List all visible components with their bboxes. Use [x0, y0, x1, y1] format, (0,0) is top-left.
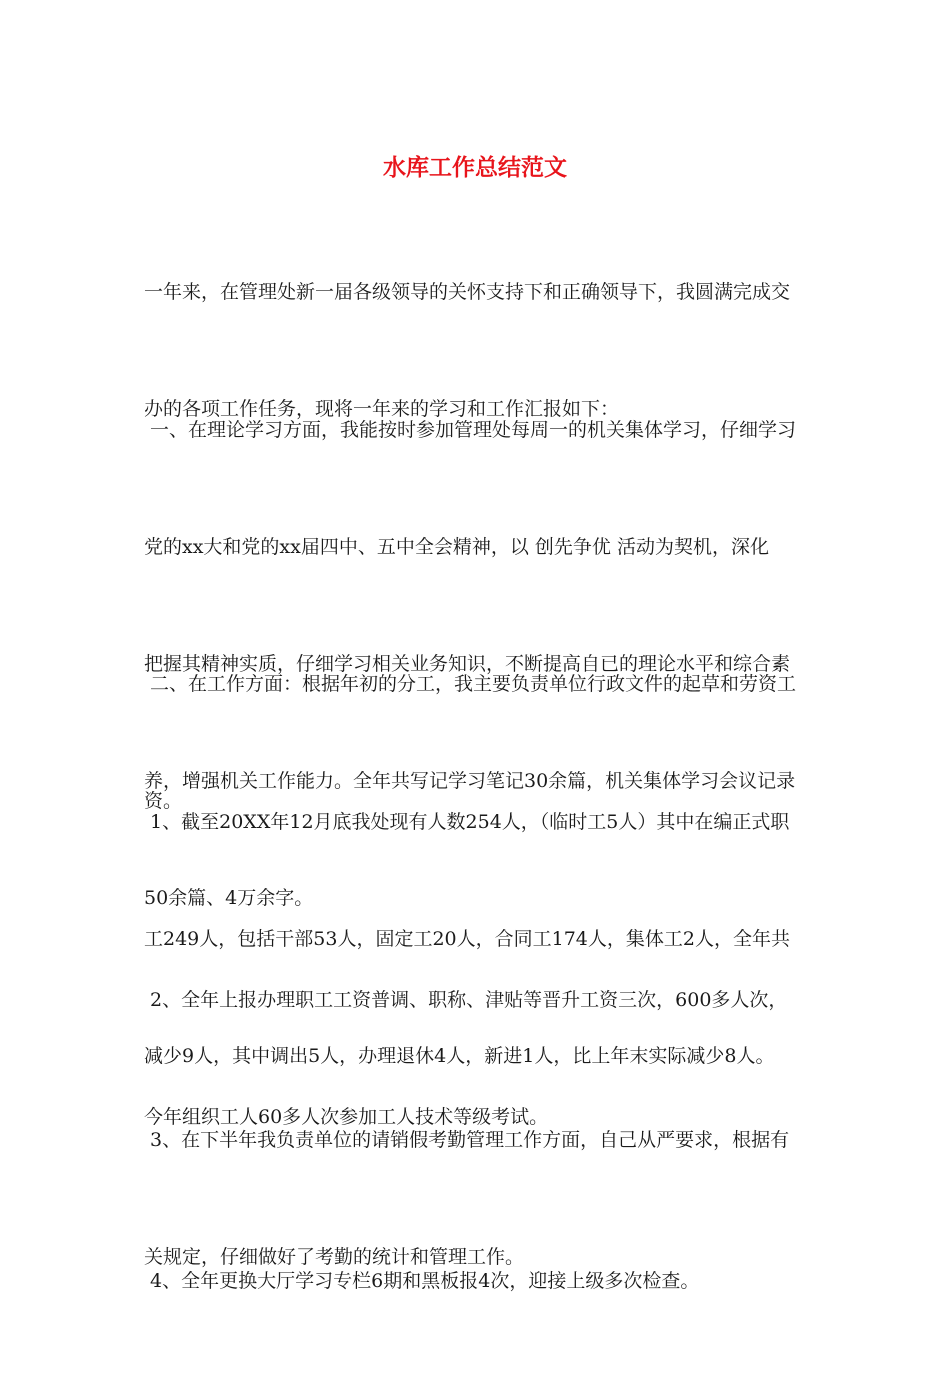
text-line: 3、在下半年我负责单位的请销假考勤管理工作方面，自己从严要求，根据有: [144, 1129, 790, 1151]
document-title: 水库工作总结范文: [383, 154, 567, 181]
text-line: 今年组织工人60多人次参加工人技术等级考试。: [144, 1106, 549, 1128]
text-line: 一年来，在管理处新一届各级领导的关怀支持下和正确领导下，我圆满完成交: [144, 281, 791, 303]
text-line: 关规定，仔细做好了考勤的统计和管理工作。: [144, 1246, 525, 1268]
text-line: 党的xx大和党的xx届四中、五中全会精神，以 创先争优 活动为契机，深化: [144, 536, 769, 558]
text-line: 4、全年更换大厅学习专栏6期和黑板报4次，迎接上级多次检查。: [144, 1270, 700, 1292]
paragraph-item-4: [144, 1184, 816, 1379]
text-line: 资。: [144, 790, 183, 812]
text-line: 1、截至20XX年12月底我处现有人数254人，（临时工5人）其中在编正式职: [144, 811, 790, 833]
text-line: 二、在工作方面：根据年初的分工，我主要负责单位行政文件的起草和劳资工: [144, 673, 797, 695]
text-line: 养，增强机关工作能力。全年共写记学习笔记30余篇，机关集体学习会议记录: [144, 770, 796, 792]
text-line: 把握其精神实质，仔细学习相关业务知识，不断提高自已的理论水平和综合素: [144, 653, 791, 675]
text-line: 减少9人，其中调出5人，办理退休4人，新进1人，比上年末实际减少8人。: [144, 1045, 775, 1067]
text-line: 50余篇、4万余字。: [144, 887, 314, 909]
text-line: 一、在理论学习方面，我能按时参加管理处每周一的机关集体学习，仔细学习: [144, 419, 797, 441]
text-line: 工249人，包括干部53人，固定工20人，合同工174人，集体工2人，全年共: [144, 928, 790, 950]
text-line: 2、全年上报办理职工工资普调、职称、津贴等晋升工资三次，600多人次，: [144, 989, 788, 1011]
text-line: 办的各项工作任务，现将一年来的学习和工作汇报如下：: [144, 398, 620, 420]
